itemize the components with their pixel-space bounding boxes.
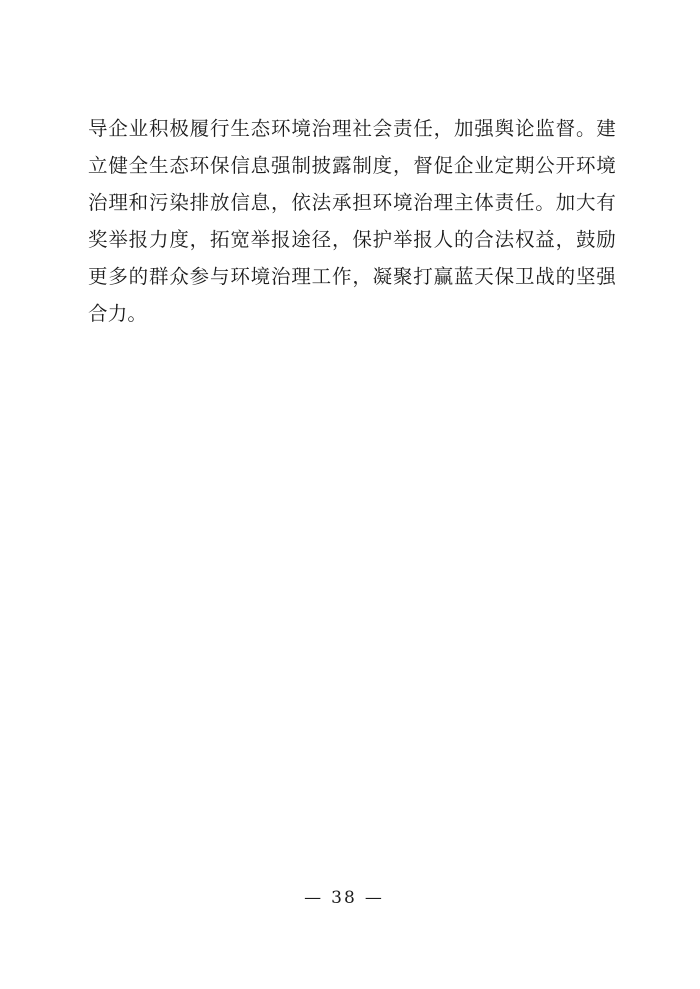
footer-right-dash: —: [364, 888, 384, 908]
body-paragraph: 导企业积极履行生态环境治理社会责任，加强舆论监督。建立健全生态环保信息强制披露制度，督促企业定期公开环境治理和污染排放信息，依法承担环境治理主体责任。加大有奖举报力度，拓宽举报途径，保护举报人的合法权益，鼓励更多的群众参与环境治理工作，凝聚打赢蓝天保卫战的坚强合力。: [88, 117, 616, 325]
footer-left-dash: —: [304, 888, 324, 908]
page-footer: [0, 888, 700, 908]
page-number-value: 38: [331, 888, 357, 908]
